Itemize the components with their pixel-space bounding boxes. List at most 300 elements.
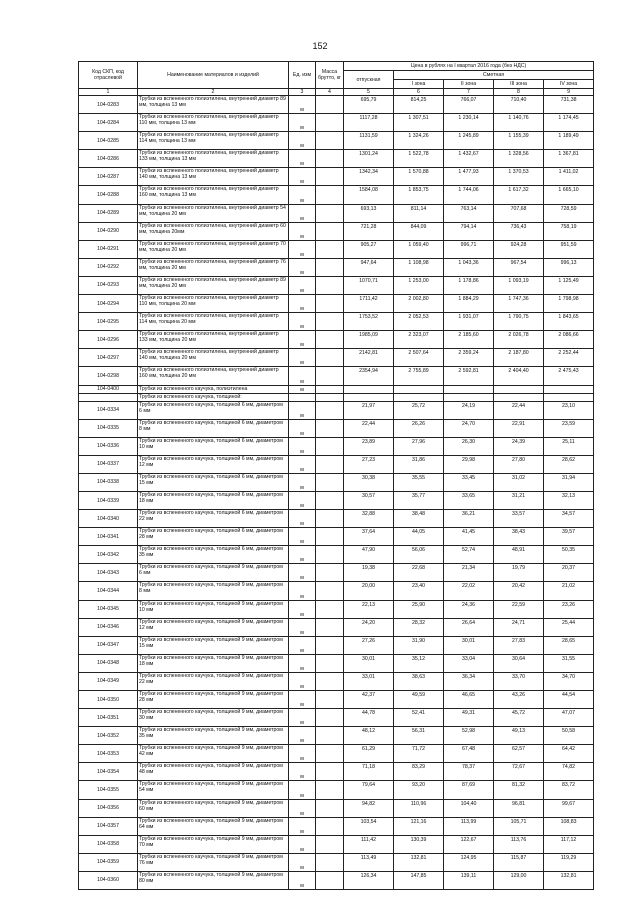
price-release: 126,34 (344, 871, 394, 889)
price-zone-3: 1 140,76 (494, 114, 544, 132)
table-row (79, 582, 594, 600)
item-code: 104-0288 (79, 186, 138, 204)
item-code: 104-0357 (79, 817, 138, 835)
table-row (79, 709, 594, 727)
item-mass (316, 276, 344, 294)
item-unit: м (289, 204, 316, 222)
price-zone-1: 35,12 (394, 654, 444, 672)
price-release: 42,37 (344, 691, 394, 709)
item-unit: м (289, 455, 316, 473)
item-code: 104-0334 (79, 401, 138, 419)
item-code: 104-0352 (79, 727, 138, 745)
item-code: 104-0350 (79, 691, 138, 709)
table-row (79, 510, 594, 528)
header-zone-2: II зона (444, 80, 494, 89)
item-code: 104-0285 (79, 132, 138, 150)
price-zone-2: 996,71 (444, 240, 494, 258)
item-code: 104-0356 (79, 799, 138, 817)
item-mass (316, 618, 344, 636)
price-zone-2 (444, 385, 494, 393)
price-release: 1711,42 (344, 295, 394, 313)
price-zone-1: 811,14 (394, 204, 444, 222)
price-release: 44,78 (344, 709, 394, 727)
price-release: 79,64 (344, 781, 394, 799)
price-zone-1: 1 108,98 (394, 258, 444, 276)
price-zone-2: 26,64 (444, 618, 494, 636)
price-release: 721,28 (344, 222, 394, 240)
price-zone-1: 71,72 (394, 745, 444, 763)
price-zone-2: 22,02 (444, 582, 494, 600)
price-zone-2: 33,45 (444, 473, 494, 491)
item-unit: м (289, 313, 316, 331)
item-name: Трубки из вспененного каучука, толщиной: (138, 393, 289, 401)
header-estimated: Сметная (394, 71, 594, 80)
price-zone-3: 31,02 (494, 473, 544, 491)
price-zone-4: 1 367,81 (544, 150, 594, 168)
table-row (79, 871, 594, 889)
table-row (79, 385, 594, 393)
item-unit: м (289, 564, 316, 582)
price-zone-3: 1 370,53 (494, 168, 544, 186)
item-code: 104-0289 (79, 204, 138, 222)
item-name: Трубки из вспененного каучука, толщиной 6 мм, диаметром 8 мм (138, 419, 289, 437)
table-row (79, 295, 594, 313)
item-name: Трубки из вспененного каучука, толщиной 9 мм, диаметром 8 мм (138, 582, 289, 600)
item-name: Трубки из вспененного каучука, толщиной 9 мм, диаметром 18 мм (138, 654, 289, 672)
price-zone-4: 74,82 (544, 763, 594, 781)
price-release (344, 393, 394, 401)
table-row (79, 114, 594, 132)
price-zone-4: 23,26 (544, 600, 594, 618)
price-zone-2: 46,65 (444, 691, 494, 709)
item-unit: м (289, 600, 316, 618)
col-number: 7 (444, 89, 494, 96)
price-zone-3: 19,79 (494, 564, 544, 582)
price-zone-2 (444, 393, 494, 401)
price-zone-3: 105,71 (494, 817, 544, 835)
item-name: Трубки из вспененного полиэтилена, внутренний диаметр 160 мм, толщина 20 мм (138, 367, 289, 385)
item-code: 104-0290 (79, 222, 138, 240)
item-unit: м (289, 401, 316, 419)
price-zone-3: 22,91 (494, 419, 544, 437)
item-name: Трубки из вспененного каучука, толщиной 9 мм, диаметром 80 мм (138, 871, 289, 889)
item-mass (316, 150, 344, 168)
item-code: 104-0336 (79, 437, 138, 455)
price-release: 94,82 (344, 799, 394, 817)
col-number: 2 (138, 89, 289, 96)
price-zone-4: 728,59 (544, 204, 594, 222)
item-code: 104-0339 (79, 491, 138, 509)
header-zone-1: I зона (394, 80, 444, 89)
header-unit: Ед. изм (289, 62, 316, 89)
item-mass (316, 313, 344, 331)
item-mass (316, 853, 344, 871)
price-zone-4: 34,57 (544, 510, 594, 528)
col-number: 5 (344, 89, 394, 96)
item-unit: м (289, 222, 316, 240)
item-unit: м (289, 546, 316, 564)
item-mass (316, 546, 344, 564)
item-mass (316, 528, 344, 546)
price-zone-3 (494, 385, 544, 393)
item-name: Трубки из вспененного каучука, толщиной 9 мм, диаметром 30 мм (138, 709, 289, 727)
item-mass (316, 564, 344, 582)
price-zone-2: 52,74 (444, 546, 494, 564)
item-unit: м (289, 491, 316, 509)
price-zone-1: 844,09 (394, 222, 444, 240)
item-name: Трубки из вспененного полиэтилена, внутренний диаметр 133 мм, толщина 13 мм (138, 150, 289, 168)
price-zone-1: 121,16 (394, 817, 444, 835)
price-zone-2: 87,69 (444, 781, 494, 799)
item-code: 104-0349 (79, 672, 138, 690)
price-release: 71,18 (344, 763, 394, 781)
table-row (79, 853, 594, 871)
price-zone-3: 22,44 (494, 401, 544, 419)
price-release: 905,27 (344, 240, 394, 258)
item-code: 104-0286 (79, 150, 138, 168)
item-code: 104-0351 (79, 709, 138, 727)
price-release: 2354,94 (344, 367, 394, 385)
item-mass (316, 600, 344, 618)
price-zone-2: 794,14 (444, 222, 494, 240)
price-zone-4: 39,57 (544, 528, 594, 546)
price-zone-3: 45,72 (494, 709, 544, 727)
item-mass (316, 419, 344, 437)
item-mass (316, 491, 344, 509)
price-zone-3: 31,21 (494, 491, 544, 509)
price-zone-3: 967,54 (494, 258, 544, 276)
price-release: 2142,81 (344, 349, 394, 367)
price-release: 30,57 (344, 491, 394, 509)
item-mass (316, 437, 344, 455)
price-zone-4: 1 411,02 (544, 168, 594, 186)
price-zone-2: 36,34 (444, 672, 494, 690)
price-zone-3: 96,81 (494, 799, 544, 817)
item-name: Трубки из вспененного каучука, толщиной 9 мм, диаметром 48 мм (138, 763, 289, 781)
item-unit: м (289, 528, 316, 546)
price-zone-1: 38,48 (394, 510, 444, 528)
item-unit: м (289, 473, 316, 491)
item-mass (316, 168, 344, 186)
item-name: Трубки из вспененного полиэтилена, внутренний диаметр 76 мм, толщина 20 мм (138, 258, 289, 276)
table-row (79, 437, 594, 455)
item-unit: м (289, 331, 316, 349)
price-zone-2: 1 230,14 (444, 114, 494, 132)
price-zone-4: 1 798,98 (544, 295, 594, 313)
price-release: 1584,08 (344, 186, 394, 204)
col-number: 1 (79, 89, 138, 96)
item-name: Трубки из вспененного каучука, толщиной 6 мм, диаметром 15 мм (138, 473, 289, 491)
price-zone-2: 2 592,81 (444, 367, 494, 385)
price-zone-2: 113,99 (444, 817, 494, 835)
item-mass (316, 96, 344, 114)
price-zone-1: 130,39 (394, 835, 444, 853)
price-release: 27,23 (344, 455, 394, 473)
item-unit: м (289, 654, 316, 672)
item-mass (316, 672, 344, 690)
price-zone-2: 763,14 (444, 204, 494, 222)
item-unit: м (289, 763, 316, 781)
table-row (79, 258, 594, 276)
price-release: 30,01 (344, 654, 394, 672)
table-row (79, 401, 594, 419)
header-zone-4: IV зона (544, 80, 594, 89)
item-code: 104-0348 (79, 654, 138, 672)
table-row (79, 455, 594, 473)
item-mass (316, 295, 344, 313)
item-code: 104-0355 (79, 781, 138, 799)
item-code: 104-0293 (79, 276, 138, 294)
item-code: 104-0292 (79, 258, 138, 276)
price-zone-3: 1 155,39 (494, 132, 544, 150)
price-zone-1: 1 853,75 (394, 186, 444, 204)
item-mass (316, 367, 344, 385)
price-zone-4: 83,72 (544, 781, 594, 799)
table-row (79, 204, 594, 222)
item-unit: м (289, 150, 316, 168)
table-row (79, 96, 594, 114)
price-zone-4: 2 475,43 (544, 367, 594, 385)
price-release: 23,89 (344, 437, 394, 455)
col-number: 8 (494, 89, 544, 96)
price-zone-1: 147,85 (394, 871, 444, 889)
item-code: 104-0296 (79, 331, 138, 349)
item-name: Трубки из вспененного полиэтилена, внутренний диаметр 140 мм, толщина 20 мм (138, 349, 289, 367)
item-name: Трубки из вспененного каучука, толщиной 9 мм, диаметром 12 мм (138, 618, 289, 636)
price-zone-2: 1 043,36 (444, 258, 494, 276)
price-zone-3: 115,87 (494, 853, 544, 871)
price-zone-1: 83,29 (394, 763, 444, 781)
item-unit: м (289, 367, 316, 385)
table-row (79, 817, 594, 835)
price-zone-4: 2 252,44 (544, 349, 594, 367)
price-release: 1070,71 (344, 276, 394, 294)
price-zone-2: 36,21 (444, 510, 494, 528)
price-zone-2: 1 245,89 (444, 132, 494, 150)
price-zone-2: 766,07 (444, 96, 494, 114)
item-unit: м (289, 636, 316, 654)
price-zone-4: 23,10 (544, 401, 594, 419)
table-row (79, 419, 594, 437)
item-unit: м (289, 871, 316, 889)
column-numbers (79, 89, 594, 96)
item-name: Трубки из вспененного каучука, толщиной 9 мм, диаметром 6 мм (138, 564, 289, 582)
price-zone-4: 31,94 (544, 473, 594, 491)
item-unit: м (289, 419, 316, 437)
price-release (344, 385, 394, 393)
price-zone-4: 25,11 (544, 437, 594, 455)
price-zone-4: 31,55 (544, 654, 594, 672)
item-code: 104-0338 (79, 473, 138, 491)
price-release: 1753,52 (344, 313, 394, 331)
item-name: Трубки из вспененного каучука, толщиной 6 мм, диаметром 35 мм (138, 546, 289, 564)
price-zone-2: 1 477,93 (444, 168, 494, 186)
col-number: 9 (544, 89, 594, 96)
item-code: 104-0358 (79, 835, 138, 853)
table-row (79, 763, 594, 781)
table-row (79, 491, 594, 509)
item-unit: м (289, 114, 316, 132)
price-zone-4: 25,44 (544, 618, 594, 636)
item-unit: м (289, 835, 316, 853)
price-zone-4: 21,02 (544, 582, 594, 600)
price-zone-1: 132,81 (394, 853, 444, 871)
item-mass (316, 455, 344, 473)
price-zone-1: 35,77 (394, 491, 444, 509)
item-code: 104-0340 (79, 510, 138, 528)
price-zone-3: 1 093,19 (494, 276, 544, 294)
price-zone-3: 707,68 (494, 204, 544, 222)
price-zone-3: 1 617,32 (494, 186, 544, 204)
header-name: Наименование материалов и изделий (138, 62, 289, 89)
item-unit: м (289, 96, 316, 114)
price-zone-2: 78,37 (444, 763, 494, 781)
table-row (79, 672, 594, 690)
header-code: Код СКП, код отраслевой (79, 62, 138, 89)
price-zone-1 (394, 393, 444, 401)
price-zone-2: 24,36 (444, 600, 494, 618)
item-unit: м (289, 349, 316, 367)
price-zone-1: 56,31 (394, 727, 444, 745)
price-zone-3: 27,80 (494, 455, 544, 473)
item-unit (289, 393, 316, 401)
table-row (79, 546, 594, 564)
price-release: 695,79 (344, 96, 394, 114)
item-unit: м (289, 132, 316, 150)
item-unit: м (289, 258, 316, 276)
table-row (79, 150, 594, 168)
table-row (79, 186, 594, 204)
price-zone-2: 33,65 (444, 491, 494, 509)
item-name: Трубки из вспененного каучука, толщиной 9 мм, диаметром 60 мм (138, 799, 289, 817)
price-zone-3: 81,32 (494, 781, 544, 799)
item-name: Трубки из вспененного полиэтилена, внутренний диаметр 114 мм, толщина 20 мм (138, 313, 289, 331)
item-mass (316, 582, 344, 600)
item-mass (316, 385, 344, 393)
item-code (79, 393, 138, 401)
price-release: 1117,28 (344, 114, 394, 132)
col-number: 4 (316, 89, 344, 96)
item-code: 104-0298 (79, 367, 138, 385)
item-code: 104-0295 (79, 313, 138, 331)
col-number: 6 (394, 89, 444, 96)
price-zone-3: 1 747,36 (494, 295, 544, 313)
price-zone-1: 1 307,51 (394, 114, 444, 132)
price-release: 24,20 (344, 618, 394, 636)
item-name: Трубки из вспененного каучука, толщиной 9 мм, диаметром 64 мм (138, 817, 289, 835)
item-code: 104-0353 (79, 745, 138, 763)
item-code: 104-0297 (79, 349, 138, 367)
price-zone-2: 122,67 (444, 835, 494, 853)
price-release: 27,26 (344, 636, 394, 654)
price-zone-4: 28,62 (544, 455, 594, 473)
item-code: 104-0337 (79, 455, 138, 473)
price-zone-3: 30,64 (494, 654, 544, 672)
item-name: Трубки из вспененного каучука, толщиной 9 мм, диаметром 10 мм (138, 600, 289, 618)
price-zone-4: 1 174,45 (544, 114, 594, 132)
item-mass (316, 114, 344, 132)
price-zone-2: 21,34 (444, 564, 494, 582)
item-name: Трубки из вспененного полиэтилена, внутренний диаметр 60 мм, толщина 20мм (138, 222, 289, 240)
item-unit: м (289, 582, 316, 600)
page-number: 152 (312, 41, 328, 51)
price-zone-3 (494, 393, 544, 401)
table-row (79, 835, 594, 853)
price-zone-1: 2 507,64 (394, 349, 444, 367)
item-unit: м (289, 817, 316, 835)
price-zone-2: 67,48 (444, 745, 494, 763)
price-zone-3: 72,67 (494, 763, 544, 781)
table-row (79, 691, 594, 709)
item-code: 104-0283 (79, 96, 138, 114)
price-zone-4 (544, 393, 594, 401)
item-unit: м (289, 781, 316, 799)
item-unit: м (289, 437, 316, 455)
item-mass (316, 240, 344, 258)
price-release: 947,64 (344, 258, 394, 276)
table-row (79, 654, 594, 672)
price-release: 61,29 (344, 745, 394, 763)
price-zone-2: 30,01 (444, 636, 494, 654)
price-zone-4: 47,07 (544, 709, 594, 727)
price-zone-1: 35,55 (394, 473, 444, 491)
price-zone-2: 124,95 (444, 853, 494, 871)
price-zone-2: 52,98 (444, 727, 494, 745)
col-number: 3 (289, 89, 316, 96)
table-row (79, 745, 594, 763)
price-zone-4: 2 086,66 (544, 331, 594, 349)
price-zone-2: 29,98 (444, 455, 494, 473)
item-mass (316, 510, 344, 528)
price-zone-3: 33,57 (494, 510, 544, 528)
item-mass (316, 745, 344, 763)
price-zone-1: 26,26 (394, 419, 444, 437)
price-zone-3: 2 026,78 (494, 331, 544, 349)
price-zone-3: 113,76 (494, 835, 544, 853)
item-mass (316, 186, 344, 204)
table-row (79, 618, 594, 636)
price-zone-1: 1 570,88 (394, 168, 444, 186)
price-zone-4: 23,59 (544, 419, 594, 437)
price-release: 47,90 (344, 546, 394, 564)
price-zone-4: 1 843,65 (544, 313, 594, 331)
price-zone-2: 1 931,07 (444, 313, 494, 331)
item-code: 104-0291 (79, 240, 138, 258)
table-row (79, 132, 594, 150)
price-release: 33,01 (344, 672, 394, 690)
price-zone-4: 117,12 (544, 835, 594, 853)
item-name: Трубки из вспененного каучука, толщиной 6 мм, диаметром 12 мм (138, 455, 289, 473)
price-release: 22,44 (344, 419, 394, 437)
table-row (79, 781, 594, 799)
item-name: Трубки из вспененного каучука, толщиной 6 мм, диаметром 28 мм (138, 528, 289, 546)
price-zone-3: 24,39 (494, 437, 544, 455)
item-name: Трубки из вспененного полиэтилена, внутренний диаметр 133 мм, толщина 20 мм (138, 331, 289, 349)
header-price-group: Цена в рублях на I квартал 2016 года (без НДС) (344, 62, 594, 71)
item-name: Трубки из вспененного полиэтилена, внутренний диаметр 54 мм, толщина 20 мм (138, 204, 289, 222)
price-zone-1: 49,59 (394, 691, 444, 709)
price-zone-4: 99,67 (544, 799, 594, 817)
item-name: Трубки из вспененного каучука, толщиной 6 мм, диаметром 18 мм (138, 491, 289, 509)
item-mass (316, 401, 344, 419)
price-release: 37,64 (344, 528, 394, 546)
item-mass (316, 799, 344, 817)
table-row (79, 349, 594, 367)
price-zone-3: 1 328,56 (494, 150, 544, 168)
price-table (78, 61, 594, 890)
item-code: 104-0344 (79, 582, 138, 600)
item-mass (316, 709, 344, 727)
